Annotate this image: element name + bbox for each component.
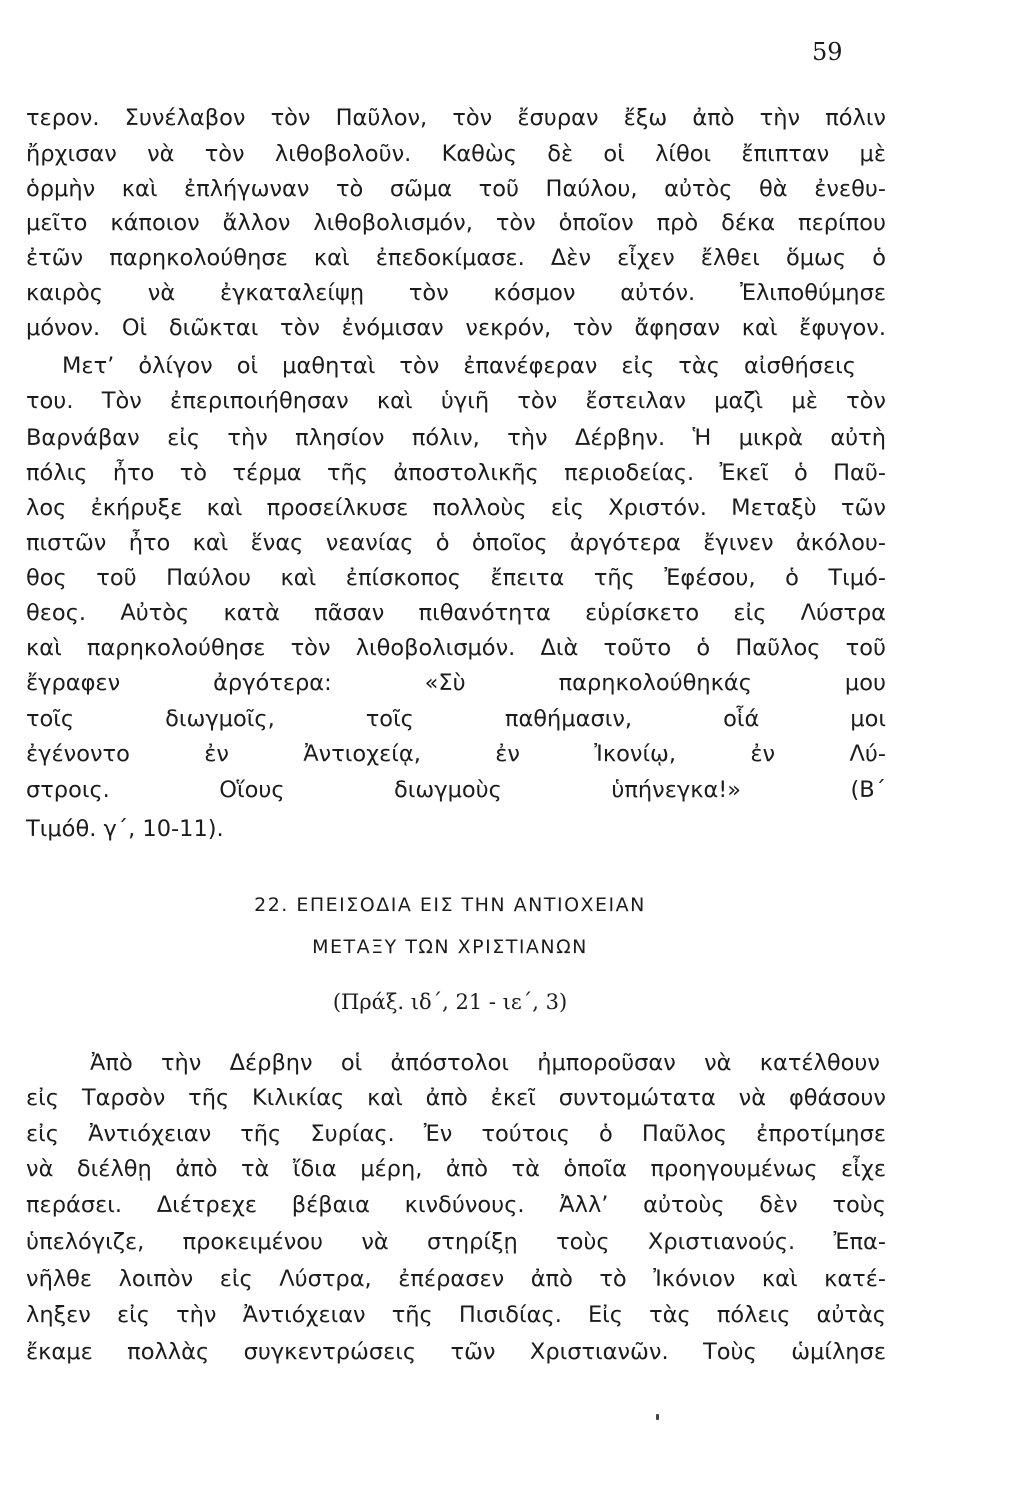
text-line: Βαρνάβαν εἰς τὴν πλησίον πόλιν, τὴν Δέρβην. Ἡ μικρὰ αὐτὴ	[26, 425, 886, 451]
text-line: ἔγραφεν ἀργότερα: «Σὺ παρηκολούθηκάς μου	[26, 670, 886, 696]
text-line: ὑπελόγιζε, προκειμένου νὰ στηρίξῃ τοὺς Χριστιανούς. Ἐπα-	[26, 1229, 886, 1255]
text-line: Τιμόθ. γ΄, 10-11).	[26, 816, 224, 842]
section-subtitle: ΜΕΤΑΞΥ ΤΩΝ ΧΡΙΣΤΙΑΝΩΝ	[312, 936, 588, 958]
scripture-reference: (Πράξ. ιδ΄, 21 - ιε΄, 3)	[332, 990, 568, 1014]
text-line: εἰς Ταρσὸν τῆς Κιλικίας καὶ ἀπὸ ἐκεῖ συντομώτατα νὰ φθάσουν	[26, 1085, 886, 1111]
text-line: πιστῶν ἦτο καὶ ἕνας νεανίας ὁ ὁποῖος ἀργότερα ἔγινεν ἀκόλου-	[26, 530, 886, 556]
text-line: μεῖτο κάποιον ἄλλον λιθοβολισμόν, τὸν ὁποῖον πρὸ δέκα περίπου	[26, 210, 886, 236]
ink-mark	[656, 1414, 659, 1420]
page-number: 59	[812, 38, 843, 66]
text-line: θεος. Αὐτὸς κατὰ πᾶσαν πιθανότητα εὑρίσκετο εἰς Λύστρα	[26, 600, 886, 626]
text-line: Μετ’ ὀλίγον οἱ μαθηταὶ τὸν ἐπανέφεραν εἰς τὰς αἰσθήσεις	[62, 353, 856, 379]
text-line: ὁρμὴν καὶ ἐπλήγωναν τὸ σῶμα τοῦ Παύλου, αὐτὸς θὰ ἐνεθυ-	[26, 176, 886, 202]
text-line: νὰ διέλθῃ ἀπὸ τὰ ἴδια μέρη, ἀπὸ τὰ ὁποῖα προηγουμένως εἶχε	[26, 1156, 886, 1182]
section-title: 22. ΕΠΕΙΣΟΔΙΑ ΕΙΣ ΤΗΝ ΑΝΤΙΟΧΕΙΑΝ	[254, 894, 646, 916]
text-line: καὶ παρηκολούθησε τὸν λιθοβολισμόν. Διὰ τοῦτο ὁ Παῦλος τοῦ	[26, 635, 886, 661]
text-line: Ἀπὸ τὴν Δέρβην οἱ ἀπόστολοι ἠμποροῦσαν νὰ κατέλθουν	[90, 1050, 880, 1076]
text-line: νῆλθε λοιπὸν εἰς Λύστρα, ἐπέρασεν ἀπὸ τὸ Ἰκόνιον καὶ κατέ-	[26, 1266, 886, 1292]
text-line: στροις. Οἵους διωγμοὺς ὑπήνεγκα!» (Β΄	[26, 777, 886, 803]
text-line: τερον. Συνέλαβον τὸν Παῦλον, τὸν ἔσυραν ἔξω ἀπὸ τὴν πόλιν	[26, 105, 886, 131]
text-line: πόλις ἦτο τὸ τέρμα τῆς ἀποστολικῆς περιοδείας. Ἐκεῖ ὁ Παῦ-	[26, 460, 886, 486]
text-line: ἐτῶν παρηκολούθησε καὶ ἐπεδοκίμασε. Δὲν εἶχεν ἔλθει ὅμως ὁ	[26, 245, 886, 271]
text-line: καιρὸς νὰ ἐγκαταλείψῃ τὸν κόσμον αὐτόν. Ἐλιποθύμησε	[26, 280, 886, 306]
text-line: ἔκαμε πολλὰς συγκεντρώσεις τῶν Χριστιανῶν. Τοὺς ὡμίλησε	[26, 1339, 886, 1365]
text-line: μόνον. Οἱ διῶκται τὸν ἐνόμισαν νεκρόν, τὸν ἄφησαν καὶ ἔφυγον.	[26, 315, 886, 341]
text-line: ἐγένοντο ἐν Ἀντιοχείᾳ, ἐν Ἰκονίῳ, ἐν Λύ-	[26, 741, 886, 767]
text-line: ληξεν εἰς τὴν Ἀντιόχειαν τῆς Πισιδίας. Εἰς τὰς πόλεις αὐτὰς	[26, 1302, 886, 1328]
text-line: ἤρχισαν νὰ τὸν λιθοβολοῦν. Καθὼς δὲ οἱ λίθοι ἔπιπταν μὲ	[26, 141, 886, 167]
text-line: εἰς Ἀντιόχειαν τῆς Συρίας. Ἐν τούτοις ὁ Παῦλος ἐπροτίμησε	[26, 1121, 886, 1147]
text-line: του. Τὸν ἐπεριποιήθησαν καὶ ὑγιῆ τὸν ἔστειλαν μαζὶ μὲ τὸν	[26, 388, 886, 414]
text-line: λος ἐκήρυξε καὶ προσείλκυσε πολλοὺς εἰς Χριστόν. Μεταξὺ τῶν	[26, 495, 886, 521]
text-line: θος τοῦ Παύλου καὶ ἐπίσκοπος ἔπειτα τῆς Ἐφέσου, ὁ Τιμό-	[26, 565, 886, 591]
text-line: τοῖς διωγμοῖς, τοῖς παθήμασιν, οἷά μοι	[26, 706, 886, 732]
text-line: περάσει. Διέτρεχε βέβαια κινδύνους. Ἀλλ’ αὐτοὺς δὲν τοὺς	[26, 1192, 886, 1218]
